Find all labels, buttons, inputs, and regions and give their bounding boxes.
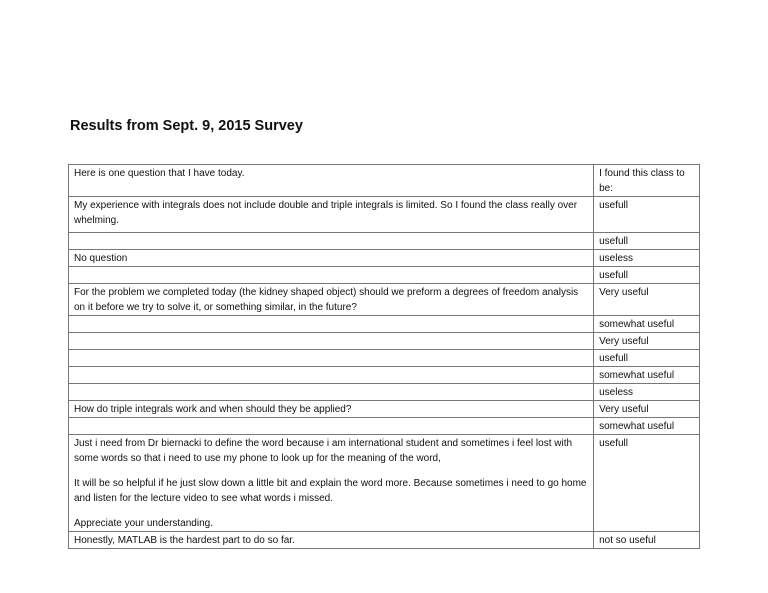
answer-cell: Very useful xyxy=(594,333,700,350)
question-cell xyxy=(69,350,594,367)
question-text: Just i need from Dr biernacki to define the word because i am international student and sometimes i feel lost with some words so that i need to use my phone to look up for the meaning of the word, xyxy=(74,438,573,464)
question-cell xyxy=(69,367,594,384)
answer-cell: somewhat useful xyxy=(594,367,700,384)
answer-cell: usefull xyxy=(594,233,700,250)
question-text: Appreciate your understanding. xyxy=(74,518,213,529)
question-text: It will be so helpful if he just slow down a little bit and explain the word more. Because sometimes i need to go home and listen for the lecture video to see what words i missed. xyxy=(74,478,587,504)
question-text: My experience with integrals does not include double and triple integrals is limited. So I found the class really over whelming. xyxy=(74,200,578,226)
question-text: How do triple integrals work and when should they be applied? xyxy=(74,404,352,415)
question-cell xyxy=(69,233,594,250)
answer-cell: usefull xyxy=(594,267,700,284)
answer-cell: not so useful xyxy=(594,532,700,549)
answer-cell: usefull xyxy=(594,435,700,532)
table-row xyxy=(69,367,700,384)
question-text: No question xyxy=(74,253,128,264)
table-row xyxy=(69,267,700,284)
answer-cell: somewhat useful xyxy=(594,418,700,435)
document-title: Results from Sept. 9, 2015 Survey xyxy=(70,118,303,134)
answer-cell: Very useful xyxy=(594,401,700,418)
answer-header: I found this class to be: xyxy=(594,165,700,197)
answer-cell: usefull xyxy=(594,197,700,233)
answer-cell: somewhat useful xyxy=(594,316,700,333)
question-cell xyxy=(69,267,594,284)
answer-cell: useless xyxy=(594,250,700,267)
question-text: For the problem we completed today (the kidney shaped object) should we preform a degrees of freedom analysis on it before we try to solve it, or something similar, in the future? xyxy=(74,287,579,313)
question-cell xyxy=(69,333,594,350)
table-row xyxy=(69,532,700,549)
question-cell xyxy=(69,197,594,233)
question-cell xyxy=(69,401,594,418)
table-row xyxy=(69,435,700,532)
question-cell xyxy=(69,418,594,435)
table-row xyxy=(69,384,700,401)
table-header-row xyxy=(69,165,700,197)
answer-cell: Very useful xyxy=(594,284,700,316)
table-row xyxy=(69,350,700,367)
answer-cell: useless xyxy=(594,384,700,401)
table-row xyxy=(69,418,700,435)
question-cell xyxy=(69,284,594,316)
table-row xyxy=(69,233,700,250)
question-header: Here is one question that I have today. xyxy=(69,165,594,197)
table-row xyxy=(69,197,700,233)
table-row xyxy=(69,333,700,350)
question-cell xyxy=(69,316,594,333)
question-text: Honestly, MATLAB is the hardest part to do so far. xyxy=(74,535,295,546)
question-cell xyxy=(69,250,594,267)
survey-results-table xyxy=(68,164,700,549)
answer-cell: usefull xyxy=(594,350,700,367)
table-row xyxy=(69,316,700,333)
question-cell xyxy=(69,532,594,549)
table-row xyxy=(69,250,700,267)
table-row xyxy=(69,284,700,316)
question-cell xyxy=(69,435,594,532)
question-cell xyxy=(69,384,594,401)
table-row xyxy=(69,401,700,418)
